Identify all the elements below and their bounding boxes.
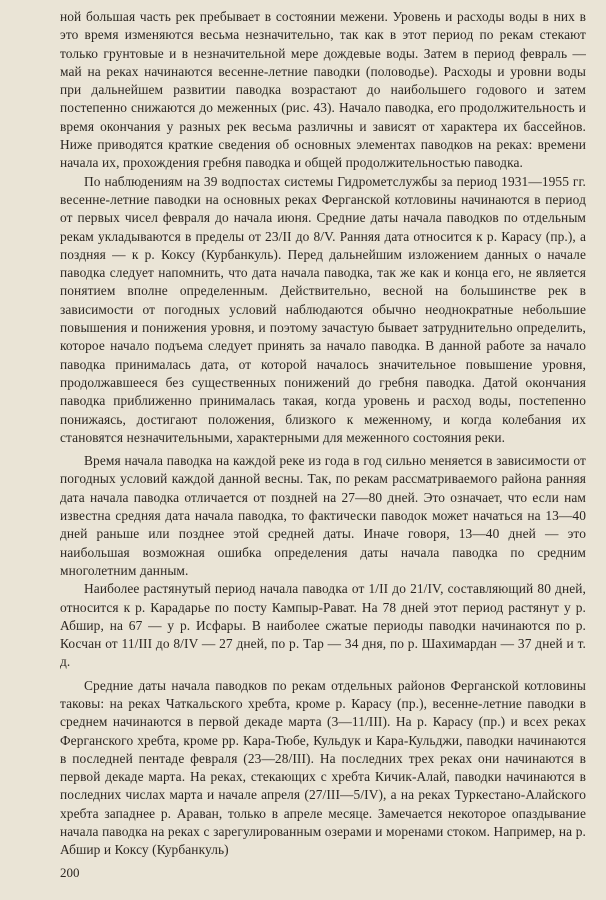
paragraph-1: ной большая часть рек пребывает в состоянии межени. Уровень и расходы воды в них в это время изменяются весьма незначительно, так как в этот период по рекам стекают только грунтовые и в незначительной мере дождевые воды. Затем в период февраль — май на реках начинаются весенне-летние паводки (половодье). Расходы и уровни воды при дальнейшем развитии паводка возрастают до наибольшего годового и затем постепенно снижаются до меженных (рис. 43). Начало паводка, его продолжительность и время окончания у разных рек весьма различны и зависят от характера их бассейнов. Ниже приводятся краткие сведения об основных элементах паводков на реках: времени начала их, прохождения гребня паводка и общей продолжительностью паводка. <box>60 9 586 171</box>
paragraph-5: Средние даты начала паводков по рекам отдельных районов Ферганской котловины таковы: на реках Чаткальского хребта, кроме р. Карасу (пр.), весенне-летние паводки в среднем начинаются в первой декаде марта (3—11/III). На р. Карасу (пр.) и всех реках Ферганского хребта, кроме рр. Кара-Тюбе, Кульдук и Кара-Кульджи, паводки начинаются в последней пентаде февраля (23—28/III). На последних трех реках они начинаются в первой декаде марта. На реках, стекающих с хребта Кичик-Алай, паводки начинаются в последних числах марта и начале апреля (27/III—5/IV), а на реках Туркестано-Алайского хребта западнее р. Араван, только в апреле месяце. Замечается некоторое опаздывание начала паводка на реках с зарегулированным озерами и моренами стоком. Например, на р. Абшир и Коксу (Курбанкуль) <box>60 677 586 858</box>
body-text <box>60 8 586 860</box>
paragraph-2: По наблюдениям на 39 водпостах системы Гидрометслужбы за период 1931—1955 гг. весенне-летние паводки на основных реках Ферганской котловины начинаются в период от первых чисел февраля до начала июня. Средние даты начала паводков по отдельным рекам укладываются в пределы от 23/II до 8/V. Ранняя дата относится к р. Карасу (пр.), а поздняя — к р. Коксу (Курбанкуль). Перед дальнейшим изложением данных о начале паводка следует напомнить, что дата начала паводка, так же как и конца его, не является понятием вполне определенным. Действительно, весной на большинстве рек в зависимости от погодных условий наблюдаются обычно неоднократные небольшие повышения и понижения уровня, и поэтому зачастую бывает затруднительно определить, которое начало подъема следует принять за начало паводка. В данной работе за начало паводка принималась дата, от которой началось значительное повышение уровня, продолжавшееся без существенных понижений до гребня паводка. Датой окончания паводка приближенно принималась такая, когда уровень и расход воды, постепенно понижаясь, достигают положения, близкого к меженному, и когда колебания их становятся незначительными, характерными для меженного состояния реки. <box>60 173 586 445</box>
paragraph-4: Наиболее растянутый период начала паводка от 1/II до 21/IV, составляющий 80 дней, относится к р. Карадарье по посту Кампыр-Рават. На 78 дней этот период растянут у р. Абшир, на 67 — у р. Исфары. В наиболее сжатые периоды паводки начинаются по р. Косчан от 11/III до 8/IV — 27 дней, по р. Тар — 34 дня, по р. Шахимардан — 37 дней и т. д. <box>60 581 586 670</box>
paragraph-3: Время начала паводка на каждой реке из года в год сильно меняется в зависимости от погодных условий каждой данной весны. Так, по рекам рассматриваемого района ранняя дата начала паводка отличается от поздней на 27—80 дней. Это означает, что если нам известна средняя дата начала паводка, то фактически паводок может начаться на 13—40 дней раньше или позднее этой средней даты. Иначе говоря, 13—40 дней — это наибольшая возможная ошибка определения даты начала паводка по средним многолетним данным. <box>60 453 586 578</box>
page-number: 200 <box>60 865 80 880</box>
